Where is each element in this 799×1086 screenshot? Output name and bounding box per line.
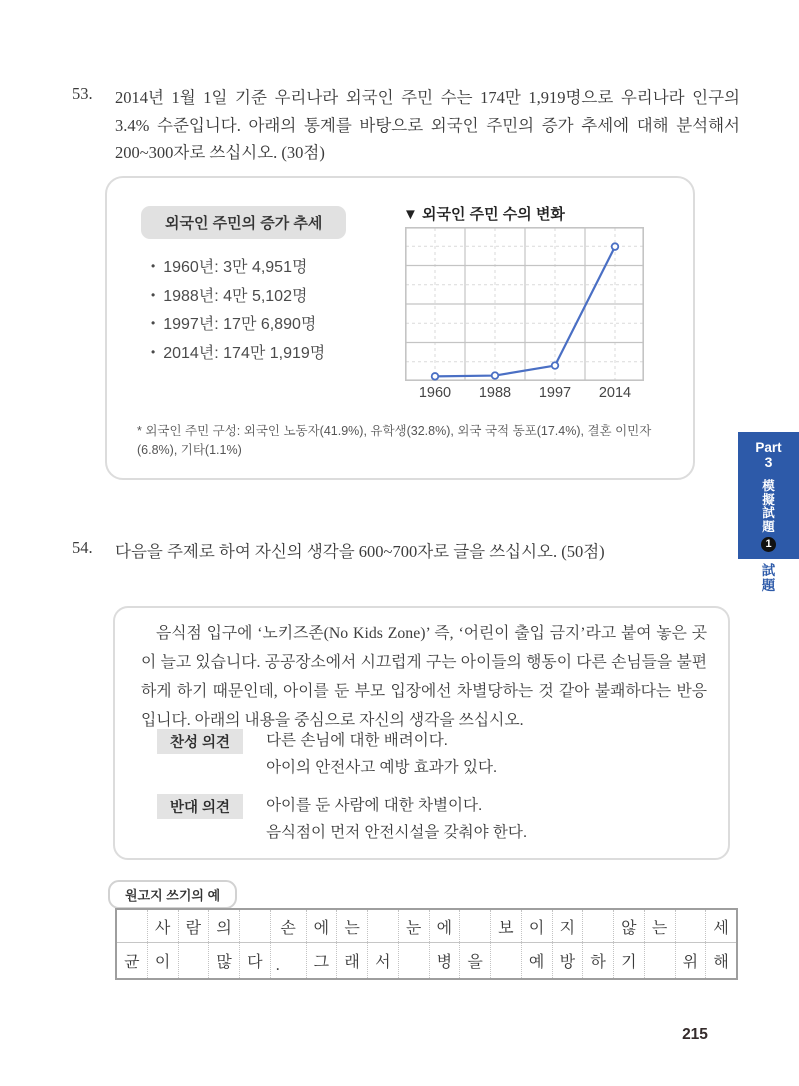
manuscript-example-badge: 원고지 쓰기의 예	[108, 880, 237, 909]
part-tab-subtitle-char: 題	[761, 578, 776, 593]
part-tab-badge: 1	[761, 537, 776, 552]
line-chart-svg	[405, 227, 645, 381]
stat-bullet-item: • 2014년: 174만 1,919명	[151, 340, 325, 369]
manuscript-cell: 방	[552, 943, 583, 980]
chart-footnote: * 외국인 주민 구성: 외국인 노동자(41.9%), 유학생(32.8%), 외국 국적 동포(17.4%), 결혼 이민자(6.8%), 기타(1.1%)	[137, 424, 652, 457]
chart-x-tick: 2014	[598, 385, 632, 401]
chart-x-tick: 1988	[478, 385, 512, 401]
manuscript-cell: 는	[644, 909, 675, 943]
pro-opinion-lines	[266, 727, 497, 781]
pro-opinion-line: 아이의 안전사고 예방 효과가 있다.	[266, 759, 498, 776]
q54-topic-box	[113, 606, 730, 860]
manuscript-cell	[460, 909, 491, 943]
question-54	[72, 538, 740, 566]
manuscript-cell: 해	[706, 943, 737, 980]
line-chart	[405, 227, 645, 381]
manuscript-cell: 손	[270, 909, 306, 943]
part-tab-subtitle	[738, 563, 799, 593]
manuscript-cell	[491, 943, 522, 980]
chart-x-tick: 1997	[538, 385, 572, 401]
part-tab-title-char: 擬	[762, 492, 775, 507]
manuscript-row	[116, 909, 737, 943]
stat-bullet-list	[151, 254, 325, 368]
manuscript-cell: 이	[147, 943, 178, 980]
question-53-prompt: 2014년 1월 1일 기준 우리나라 외국인 주민 수는 174만 1,919명으로 우리나라 인구의 3.4% 수준입니다. 아래의 통계를 바탕으로 외국인 주민의 증가 추세에 대해 분석해서 200~300자로 쓰십시오. (30점)	[115, 88, 740, 162]
manuscript-cell: 기	[614, 943, 645, 980]
manuscript-cell: 보	[491, 909, 522, 943]
stat-bullet-item: • 1997년: 17만 6,890명	[151, 311, 325, 340]
con-opinion-badge: 반대 의견	[157, 794, 243, 819]
question-53-number: 53.	[72, 84, 93, 103]
manuscript-cell: 이	[521, 909, 552, 943]
part-tab	[738, 432, 799, 559]
q53-figure-box	[105, 176, 695, 480]
manuscript-cell: 람	[178, 909, 209, 943]
manuscript-cell: 병	[429, 943, 460, 980]
chart-x-tick: 1960	[418, 385, 452, 401]
con-opinion-line: 음식점이 먼저 안전시설을 갖춰야 한다.	[266, 824, 528, 841]
manuscript-cell: 의	[209, 909, 240, 943]
manuscript-cell: 예	[521, 943, 552, 980]
question-54-prompt: 다음을 주제로 하여 자신의 생각을 600~700자로 글을 쓰십시오. (50점)	[115, 542, 605, 561]
manuscript-cell: 래	[337, 943, 368, 980]
manuscript-cell: 않	[614, 909, 645, 943]
manuscript-cell: 세	[706, 909, 737, 943]
con-opinion-lines	[266, 792, 527, 846]
part-tab-number: 3	[764, 454, 773, 470]
part-tab-title-char: 模	[762, 479, 775, 493]
stat-bullet-item: • 1988년: 4만 5,102명	[151, 283, 325, 312]
manuscript-cell	[368, 909, 399, 943]
manuscript-cell	[675, 909, 706, 943]
manuscript-cell: 서	[368, 943, 399, 980]
manuscript-cell: 그	[306, 943, 337, 980]
manuscript-cell: 균	[116, 943, 147, 980]
opinion-list	[157, 727, 717, 857]
manuscript-cell: 을	[460, 943, 491, 980]
part-tab-title-char: 試	[762, 506, 775, 520]
part-tab-title	[762, 480, 775, 534]
manuscript-cell: 는	[337, 909, 368, 943]
chart-title: ▼ 외국인 주민 수의 변화	[403, 206, 565, 223]
manuscript-cell: 눈	[398, 909, 429, 943]
con-opinion-line: 아이를 둔 사람에 대한 차별이다.	[266, 797, 483, 814]
opinion-row-con	[157, 792, 717, 846]
pro-opinion-badge: 찬성 의견	[157, 729, 243, 754]
page-number: 215	[682, 1026, 708, 1043]
opinion-row-pro	[157, 727, 717, 781]
part-tab-subtitle-char: 試	[761, 563, 776, 578]
manuscript-cell: 많	[209, 943, 240, 980]
part-tab-label: Part	[755, 440, 782, 455]
manuscript-cell	[644, 943, 675, 980]
manuscript-row	[116, 943, 737, 980]
manuscript-cell	[116, 909, 147, 943]
question-54-number: 54.	[72, 538, 93, 557]
manuscript-grid	[115, 908, 738, 980]
manuscript-cell	[583, 909, 614, 943]
manuscript-cell	[178, 943, 209, 980]
part-tab-title-char: 題	[762, 519, 775, 534]
chart-x-labels	[405, 385, 645, 403]
manuscript-cell: 지	[552, 909, 583, 943]
manuscript-cell: 하	[583, 943, 614, 980]
manuscript-cell: .	[270, 943, 306, 980]
manuscript-cell: 다	[240, 943, 271, 980]
topic-paragraph: 음식점 입구에 ‘노키즈존(No Kids Zone)’ 즉, ‘어린이 출입 금지’라고 붙여 놓은 곳이 늘고 있습니다. 공공장소에서 시끄럽게 구는 아이들의 행동이 다른 손님들을 불편하게 하기 때문인데, 아이를 둔 부모 입장에선 차별당하는 것 같아 불쾌하다는 반응입니다. 아래의 내용을 중심으로 자신의 생각을 쓰십시오.	[141, 625, 707, 729]
manuscript-cell: 에	[429, 909, 460, 943]
pro-opinion-line: 다른 손님에 대한 배려이다.	[266, 732, 448, 749]
manuscript-cell: 위	[675, 943, 706, 980]
question-53	[72, 84, 740, 167]
manuscript-cell	[240, 909, 271, 943]
manuscript-cell: 사	[147, 909, 178, 943]
manuscript-cell: 에	[306, 909, 337, 943]
stat-bullet-item: • 1960년: 3만 4,951명	[151, 254, 325, 283]
manuscript-cell	[398, 943, 429, 980]
stat-title-badge: 외국인 주민의 증가 추세	[141, 206, 346, 239]
